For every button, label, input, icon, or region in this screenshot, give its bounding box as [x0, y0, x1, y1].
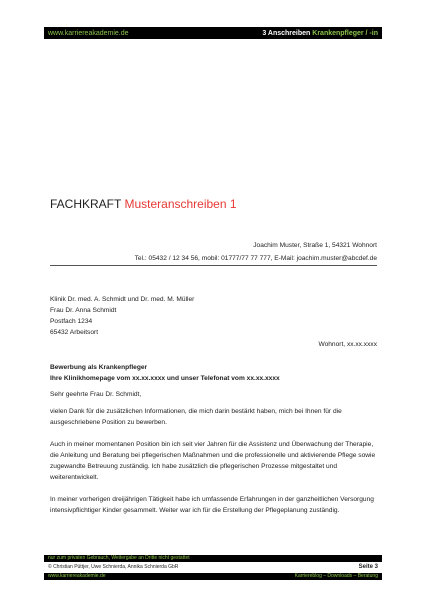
header-section	[262, 30, 378, 37]
header-section-prefix: 3 Anschreiben	[262, 29, 313, 37]
body-paragraph-2: Auch in meiner momentanen Position bin ich seit vier Jahren für die Assistenz und Überwachung der Therapie, die Anleitung und Beratung bei pflegerischen Maßnahmen und die professionelle und aktivierende Pflege sowie zugewandte Betreuung zuständig. Ich habe zusätzlich die pflegerischen Prozesse mitgestaltet und weiterentwickelt.	[50, 441, 376, 481]
sender-name-address: Joachim Muster, Straße 1, 54321 Wohnort	[253, 242, 377, 249]
title-accent: Musteranschreiben 1	[124, 197, 237, 211]
subject-line-1: Bewerbung als Krankenpfleger	[50, 364, 148, 371]
salutation: Sehr geehrte Frau Dr. Schmidt,	[50, 391, 142, 398]
sender-contact: Tel.: 05432 / 12 34 56, mobil: 01777/77 77 777, E-Mail: joachim.muster@abcdef.de	[134, 255, 377, 262]
title-label: FACHKRAFT	[50, 197, 122, 211]
header-site-link[interactable]: www.karriereakademie.de	[48, 29, 129, 37]
body-paragraph-3: In meiner vorherigen dreijährigen Tätigkeit habe ich umfassende Erfahrungen in der ganzheitlichen Versorgung intensivpflichtiger Kinder gesammelt. Weiter war ich für die Erstellung der Pflegeplanung zuständig.	[50, 496, 374, 514]
top-banner	[44, 27, 382, 39]
footer-copyright: © Christian Püttjer, Uwe Schnierda, Annika Schnierda GbR	[48, 564, 179, 570]
subject-block	[50, 362, 280, 384]
footer-links[interactable]: Karriereblog – Downloads – Beratung	[294, 573, 378, 579]
footer-site-link[interactable]: www.karriereakademie.de	[48, 573, 106, 579]
footer-bottom-bar	[44, 573, 382, 580]
recipient-line: 65432 Arbeitsort	[50, 329, 99, 336]
recipient-address	[50, 294, 194, 338]
header-section-accent: Krankenpfleger / -in	[312, 29, 378, 37]
sender-block	[135, 239, 377, 265]
header-divider	[50, 265, 377, 266]
recipient-line: Klinik Dr. med. A. Schmidt und Dr. med. M. Müller	[50, 296, 195, 303]
recipient-line: Postfach 1234	[50, 318, 93, 325]
document-title	[50, 197, 237, 211]
footer-notice: nur zum privaten Gebrauch, Weitergabe an Dritte nicht gestattet	[44, 555, 382, 562]
recipient-line: Frau Dr. Anna Schmidt	[50, 307, 117, 314]
subject-line-2: Ihre Klinikhomepage vom xx.xx.xxxx und unser Telefonat vom xx.xx.xxxx	[50, 375, 280, 382]
letter-date: Wohnort, xx.xx.xxxx	[318, 341, 377, 348]
page-number: Seite 3	[358, 564, 378, 570]
body-paragraph-1: vielen Dank für die zusätzlichen Informationen, die mich darin bestärkt haben, mich bei Ihnen für die ausgeschriebene Position zu bewerben.	[50, 408, 342, 426]
footer-copyright-row	[44, 564, 382, 570]
